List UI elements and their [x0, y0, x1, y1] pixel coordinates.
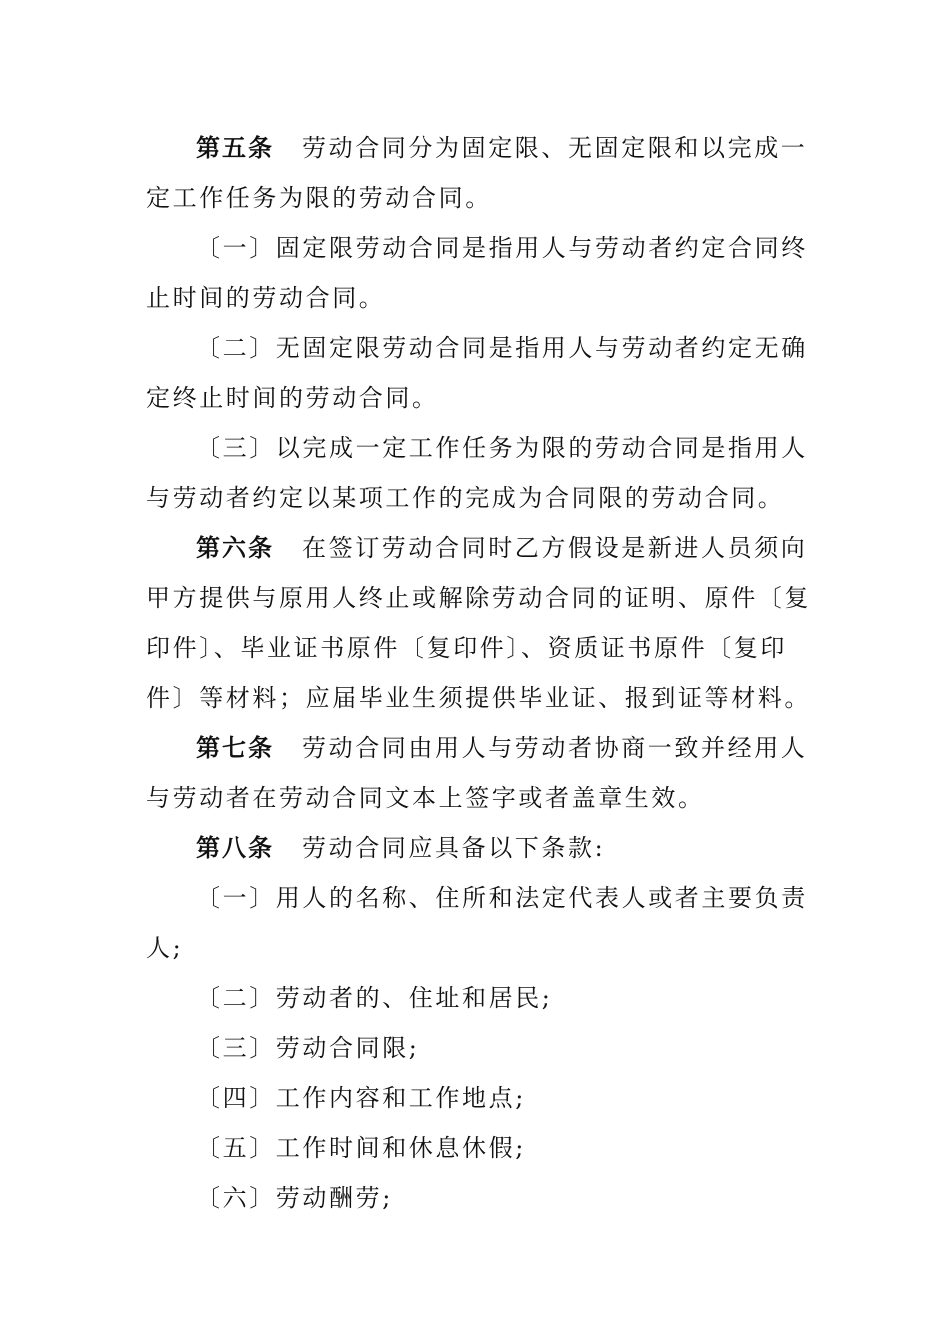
article-7-line-1: [196, 728, 856, 768]
article-8-item-5: 〔五〕工作时间和休息休假;: [196, 1134, 526, 1162]
article-6-line-4: 件〕等材料；应届毕业生须提供毕业证、报到证等材料。: [146, 684, 811, 712]
article-7-label: 第七条: [196, 734, 274, 762]
article-8-item-4: 〔四〕工作内容和工作地点;: [196, 1084, 526, 1112]
article-5-item-2-line-2: 定终止时间的劳动合同。: [146, 384, 439, 412]
article-6-line-1: [196, 528, 856, 568]
article-5-item-3-line-1: 〔三〕以完成一定工作任务为限的劳动合同是指用人: [196, 434, 808, 462]
article-5-item-3-line-2: 与劳动者约定以某项工作的完成为合同限的劳动合同。: [146, 484, 785, 512]
article-5-text: 劳动合同分为固定限、无固定限和以完成一: [302, 134, 808, 162]
article-8-line-1: [196, 828, 856, 868]
article-7-line-2: 与劳动者在劳动合同文本上签字或者盖章生效。: [146, 784, 705, 812]
article-8-item-1-line-1: 〔一〕用人的名称、住所和法定代表人或者主要负责: [196, 884, 808, 912]
article-5-line-1: [196, 128, 856, 168]
article-5-label: 第五条: [196, 134, 274, 162]
article-8-item-6: 〔六〕劳动酬劳;: [196, 1184, 393, 1212]
article-6-line-2: 甲方提供与原用人终止或解除劳动合同的证明、原件〔复: [146, 584, 811, 612]
article-8-item-3: 〔三〕劳动合同限;: [196, 1034, 420, 1062]
article-7-text: 劳动合同由用人与劳动者协商一致并经用人: [302, 734, 808, 762]
article-6-line-3: 印件〕、毕业证书原件〔复印件〕、资质证书原件〔复印: [146, 634, 787, 662]
article-5-item-1-line-2: 止时间的劳动合同。: [146, 284, 386, 312]
article-8-item-2: 〔二〕劳动者的、住址和居民;: [196, 984, 553, 1012]
article-8-label: 第八条: [196, 834, 274, 862]
article-8-item-1-line-2: 人;: [146, 934, 184, 962]
article-6-text: 在签订劳动合同时乙方假设是新进人员须向: [302, 534, 808, 562]
article-5-item-1-line-1: 〔一〕固定限劳动合同是指用人与劳动者约定合同终: [196, 234, 808, 262]
article-8-text: 劳动合同应具备以下条款:: [302, 834, 606, 862]
article-5-line-2: 定工作任务为限的劳动合同。: [146, 184, 492, 212]
article-6-label: 第六条: [196, 534, 274, 562]
article-5-item-2-line-1: 〔二〕无固定限劳动合同是指用人与劳动者约定无确: [196, 334, 808, 362]
